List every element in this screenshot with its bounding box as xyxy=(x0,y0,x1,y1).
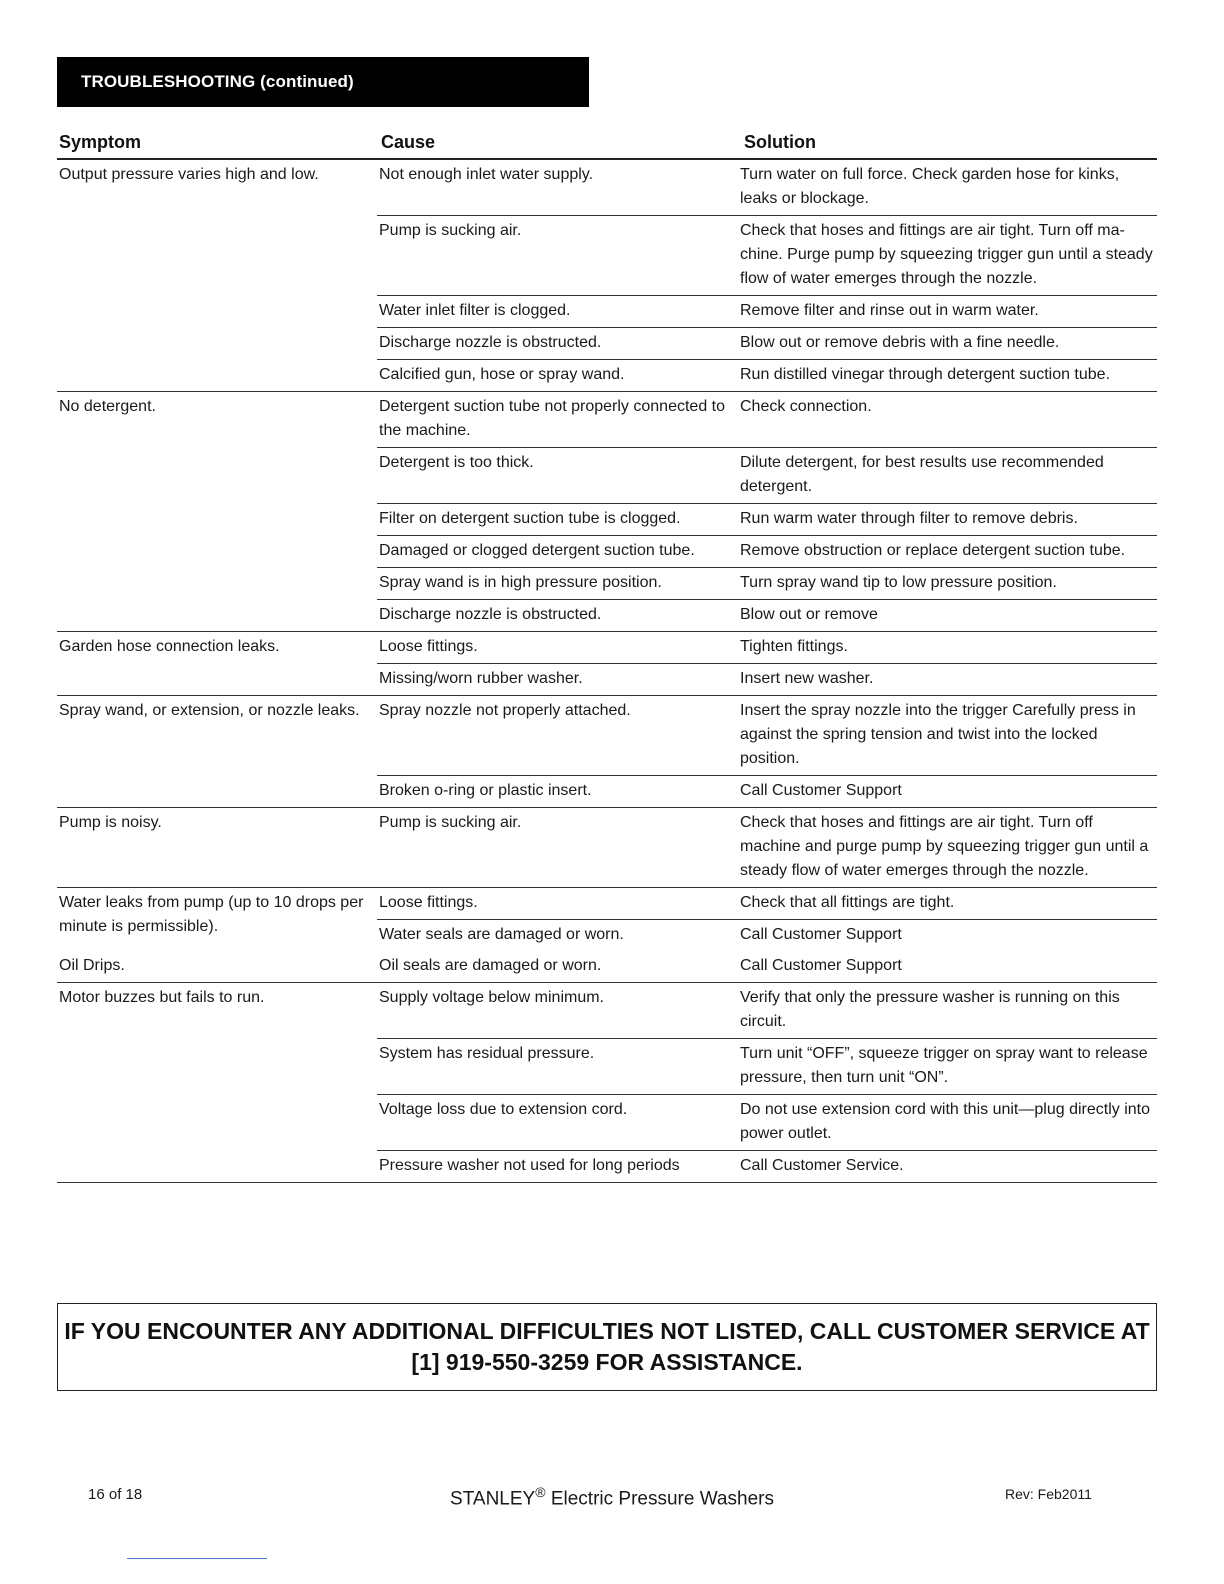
cause-cell: Pump is sucking air. xyxy=(379,222,522,239)
cause-cell: Detergent is too thick. xyxy=(379,454,534,471)
table-row xyxy=(377,920,1157,951)
table-body xyxy=(57,160,1157,1183)
symptom-cell: Water leaks from pump (up to 10 drops per minute is permissible). xyxy=(59,894,364,935)
symptom-group xyxy=(57,392,1157,632)
cause-cell: Loose fittings. xyxy=(379,894,478,911)
solution-cell: Check that hoses and fittings are air tight. Turn off machine and purge pump by squeezing trigger gun until a steady flow of water emerges through the nozzle. xyxy=(740,814,1149,879)
section-banner xyxy=(57,57,589,107)
solution-cell: Turn water on full force. Check garden hose for kinks, leaks or blockage. xyxy=(740,166,1120,207)
solution-cell: Blow out or remove debris with a fine needle. xyxy=(740,334,1060,351)
symptom-cell: Garden hose connection leaks. xyxy=(59,638,280,655)
solution-cell: Call Customer Support xyxy=(740,957,902,974)
symptom-cell: No detergent. xyxy=(59,398,156,415)
cause-cell: Spray wand is in high pressure position. xyxy=(379,574,662,591)
solution-cell: Blow out or remove xyxy=(740,606,878,623)
cause-cell: Loose fittings. xyxy=(379,638,478,655)
cause-cell: System has residual pressure. xyxy=(379,1045,595,1062)
table-row xyxy=(377,568,1157,600)
symptom-group xyxy=(57,888,1157,951)
solution-cell: Remove obstruction or replace detergent suction tube. xyxy=(740,542,1126,559)
table-row xyxy=(377,504,1157,536)
solution-cell: Do not use extension cord with this unit—plug directly into power outlet. xyxy=(740,1101,1150,1142)
troubleshooting-table xyxy=(57,128,1157,1183)
notice-line-1: IF YOU ENCOUNTER ANY ADDITIONAL DIFFICULTIES NOT LISTED, CALL CUSTOMER SERVICE AT xyxy=(64,1318,1150,1344)
table-header xyxy=(57,128,1157,160)
symptom-cell: Motor buzzes but fails to run. xyxy=(59,989,265,1006)
table-row xyxy=(377,600,1157,631)
cause-cell: Calcified gun, hose or spray wand. xyxy=(379,366,625,383)
solution-cell: Insert new washer. xyxy=(740,670,874,687)
solution-cell: Turn spray wand tip to low pressure position. xyxy=(740,574,1057,591)
table-row xyxy=(377,696,1157,776)
header-symptom: Symptom xyxy=(59,132,142,152)
symptom-group xyxy=(57,951,1157,983)
registered-mark: ® xyxy=(535,1484,546,1500)
header-cause: Cause xyxy=(381,132,436,152)
cause-cell: Voltage loss due to extension cord. xyxy=(379,1101,628,1118)
table-row xyxy=(377,776,1157,807)
symptom-cell: Spray wand, or extension, or nozzle leaks. xyxy=(59,702,360,719)
cause-cell: Oil seals are damaged or worn. xyxy=(379,957,602,974)
cause-cell: Pressure washer not used for long periods xyxy=(379,1157,680,1174)
symptom-group xyxy=(57,983,1157,1183)
symptom-cell: Oil Drips. xyxy=(59,957,125,974)
table-row xyxy=(377,536,1157,568)
cause-cell: Missing/worn rubber washer. xyxy=(379,670,583,687)
solution-cell: Run distilled vinegar through detergent suction tube. xyxy=(740,366,1111,383)
brand-name: STANLEY xyxy=(450,1488,536,1510)
cause-cell: Filter on detergent suction tube is clogged. xyxy=(379,510,681,527)
cause-cell: Discharge nozzle is obstructed. xyxy=(379,334,602,351)
solution-cell: Check that all fittings are tight. xyxy=(740,894,955,911)
table-row xyxy=(377,328,1157,360)
table-row xyxy=(377,360,1157,391)
page-number: 16 of 18 xyxy=(88,1486,143,1503)
solution-cell: Remove filter and rinse out in warm water. xyxy=(740,302,1039,319)
symptom-group xyxy=(57,696,1157,808)
symptom-group xyxy=(57,160,1157,392)
cause-cell: Supply voltage below minimum. xyxy=(379,989,604,1006)
notice-line-2: [1] 919-550-3259 FOR ASSISTANCE. xyxy=(411,1349,803,1375)
cause-cell: Spray nozzle not properly attached. xyxy=(379,702,631,719)
table-row xyxy=(377,1095,1157,1151)
table-row xyxy=(377,296,1157,328)
solution-cell: Tighten fittings. xyxy=(740,638,848,655)
table-row xyxy=(377,951,1157,982)
cause-cell: Not enough inlet water supply. xyxy=(379,166,594,183)
cause-cell: Broken o-ring or plastic insert. xyxy=(379,782,592,799)
solution-cell: Check connection. xyxy=(740,398,872,415)
section-title: TROUBLESHOOTING (continued) xyxy=(81,72,354,91)
header-solution: Solution xyxy=(744,132,816,152)
symptom-cell: Output pressure varies high and low. xyxy=(59,166,319,183)
cause-cell: Damaged or clogged detergent suction tube. xyxy=(379,542,695,559)
cause-cell: Water seals are damaged or worn. xyxy=(379,926,624,943)
table-row xyxy=(377,983,1157,1039)
table-row xyxy=(377,448,1157,504)
solution-cell: Dilute detergent, for best results use recommended detergent. xyxy=(740,454,1104,495)
product-name: Electric Pressure Washers xyxy=(550,1488,774,1510)
solution-cell: Run warm water through filter to remove debris. xyxy=(740,510,1078,527)
symptom-group xyxy=(57,808,1157,888)
revision-label: Rev: Feb2011 xyxy=(1005,1486,1092,1502)
solution-cell: Call Customer Service. xyxy=(740,1157,904,1174)
symptom-group xyxy=(57,632,1157,696)
solution-cell: Call Customer Support xyxy=(740,926,902,943)
table-row xyxy=(377,160,1157,216)
cause-cell: Water inlet filter is clogged. xyxy=(379,302,571,319)
cause-cell: Pump is sucking air. xyxy=(379,814,522,831)
table-row xyxy=(377,392,1157,448)
table-row xyxy=(377,808,1157,887)
table-row xyxy=(377,1151,1157,1182)
customer-service-notice xyxy=(57,1303,1157,1391)
table-row xyxy=(377,632,1157,664)
solution-cell: Insert the spray nozzle into the trigger Carefully press in against the spring tension and twist into the locked position. xyxy=(740,702,1136,767)
table-row xyxy=(377,664,1157,695)
bottom-divider xyxy=(127,1558,267,1559)
table-row xyxy=(377,216,1157,296)
solution-cell: Call Customer Support xyxy=(740,782,902,799)
table-row xyxy=(377,888,1157,920)
solution-cell: Turn unit “OFF”, squeeze trigger on spray want to release pressure, then turn unit “ON”. xyxy=(740,1045,1148,1086)
solution-cell: Check that hoses and fittings are air tight. Turn off ma-chine. Purge pump by squeezing trigger gun until a steady flow of water emerges through the nozzle. xyxy=(740,222,1153,287)
table-row xyxy=(377,1039,1157,1095)
cause-cell: Discharge nozzle is obstructed. xyxy=(379,606,602,623)
symptom-cell: Pump is noisy. xyxy=(59,814,162,831)
cause-cell: Detergent suction tube not properly connected to the machine. xyxy=(379,398,725,439)
solution-cell: Verify that only the pressure washer is running on this circuit. xyxy=(740,989,1120,1030)
